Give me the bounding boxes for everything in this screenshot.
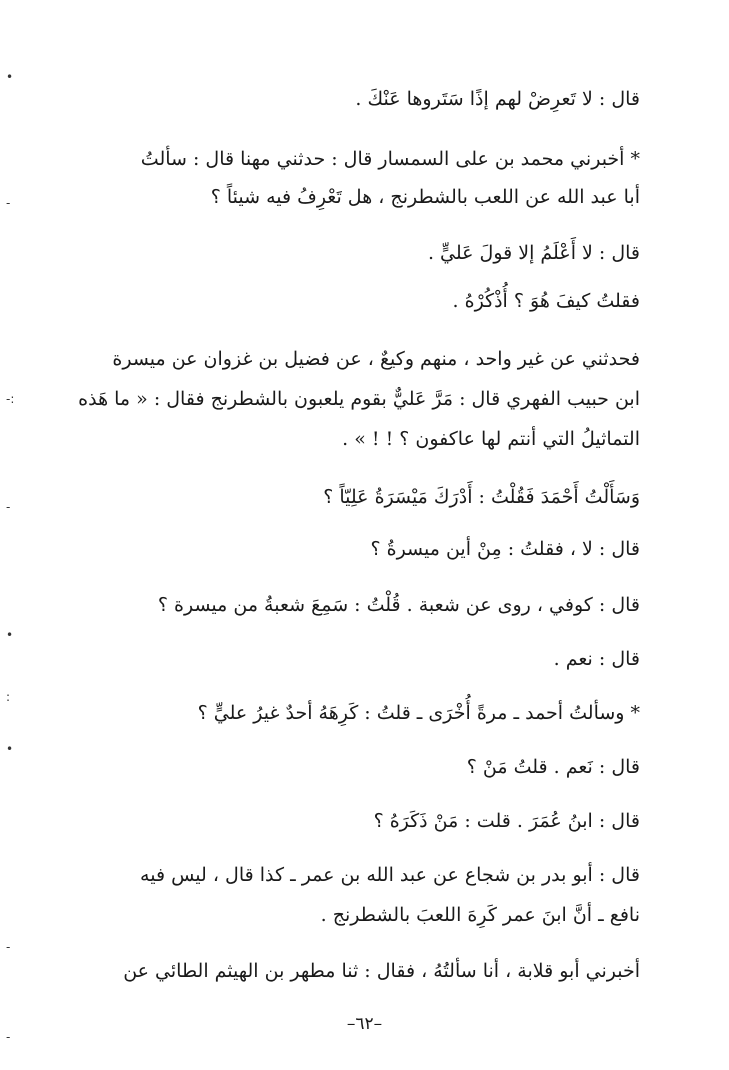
margin-mark: : (6, 690, 11, 704)
margin-mark: -: (6, 392, 15, 406)
text-line-5: فقلتُ كيفَ هُوَ ؟ أُذْكُرْهُ . (452, 290, 640, 312)
text-line-14: قال : نَعم . قلتُ مَنْ ؟ (466, 756, 640, 778)
text-line-16: قال : أبو بدر بن شجاع عن عبد الله بن عمر ـ كذا قال ، ليس فيه (140, 864, 640, 886)
margin-mark: • (6, 70, 14, 84)
text-line-4: قال : لا أَعْلَمُ إلا قولَ عَليٍّ . (427, 242, 640, 264)
text-line-18: أخبرني أبو قلابة ، أنا سألتُهُ ، فقال : ثنا مطهر بن الهيثم الطائي عن (123, 960, 640, 982)
text-line-10: قال : لا ، فقلتُ : مِنْ أين ميسرةُ ؟ (370, 538, 640, 560)
text-line-12: قال : نعم . (553, 648, 640, 670)
margin-mark: - (6, 196, 11, 210)
text-line-15: قال : ابنُ عُمَرَ . قلت : مَنْ ذَكَرَهُ ؟ (373, 810, 640, 832)
text-line-11: قال : كوفي ، روى عن شعبة . قُلْتُ : سَمِعَ شعبةُ من ميسرة ؟ (157, 594, 640, 616)
text-line-13: * وسألتُ أحمد ـ مرةً أُخْرَى ـ قلتُ : كَرِهَهُ أحدٌ غيرُ عليٍّ ؟ (197, 702, 640, 724)
margin-mark: • (6, 628, 14, 642)
text-line-17: نافع ـ أنَّ ابنَ عمر كَرِهَ اللعبَ بالشطرنج . (320, 904, 640, 926)
margin-mark: - (6, 1030, 11, 1044)
text-line-8: التماثيلُ التي أنتم لها عاكفون ؟ ! ! » . (342, 428, 640, 450)
page-number: –٦٢– (346, 1014, 383, 1034)
text-line-1: قال : لا تَعرِضْ لهم إذًا سَتَروها عَنْكَ . (355, 88, 640, 110)
margin-mark: - (6, 940, 11, 954)
text-line-6: فحدثني عن غير واحد ، منهم وكيعٌ ، عن فضيل بن غزوان عن ميسرة (112, 348, 640, 370)
text-line-2: * أخبرني محمد بن على السمسار قال : حدثني مهنا قال : سألتُ (140, 148, 640, 170)
text-line-9: وَسَأَلْتُ أَحْمَدَ فَقُلْتُ : أَدْرَكَ مَيْسَرَةُ عَلِيّاً ؟ (323, 486, 640, 508)
margin-mark: • (6, 742, 14, 756)
margin-mark: - (6, 500, 11, 514)
text-line-7: ابن حبيب الفهري قال : مَرَّ عَليٌّ بقوم يلعبون بالشطرنج فقال : « ما هَذه (78, 388, 640, 410)
text-line-3: أبا عبد الله عن اللعب بالشطرنج ، هل تَعْرِفُ فيه شيئاً ؟ (210, 186, 640, 208)
